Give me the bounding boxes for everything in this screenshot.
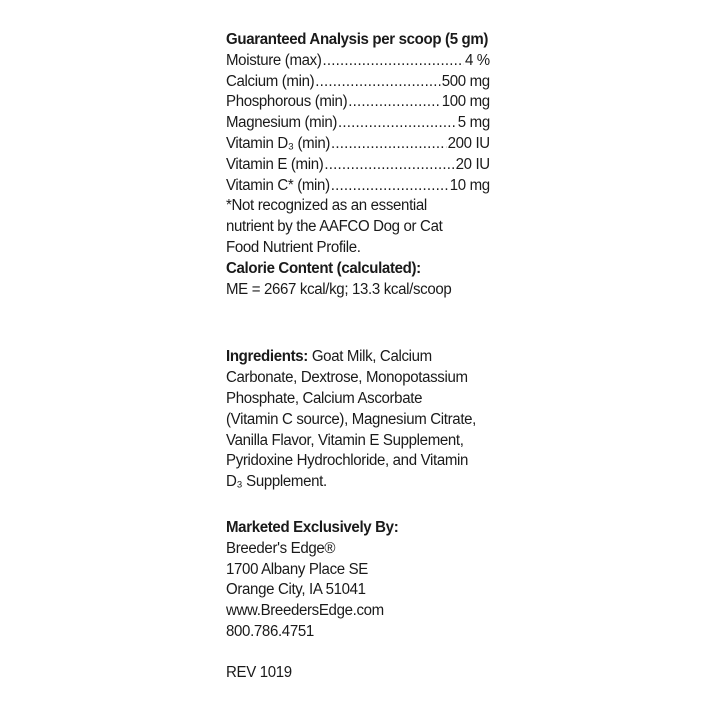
guaranteed-analysis-heading: Guaranteed Analysis per scoop (5 gm) [226, 31, 489, 48]
analysis-row-name: Calcium (min) [226, 72, 315, 90]
ingredients-line: (Vitamin C source), Magnesium Citrate, [226, 410, 477, 428]
product-label [226, 30, 490, 684]
analysis-row-value: 10 mg [449, 176, 490, 194]
company-name: Breeder's Edge® [226, 539, 336, 557]
analysis-row-magnesium [226, 113, 490, 134]
analysis-row-vitamin-c [226, 176, 490, 197]
footnote-line: nutrient by the AAFCO Dog or Cat [226, 218, 443, 236]
analysis-row-calcium [226, 72, 490, 93]
ingredients-line: Vanilla Flavor, Vitamin E Supplement, [226, 431, 464, 449]
ingredients-section [226, 347, 490, 493]
analysis-footnote [226, 196, 490, 258]
marketed-by-heading: Marketed Exclusively By: [226, 518, 399, 536]
address-line-2: Orange City, IA 51041 [226, 581, 366, 599]
analysis-row-name: Vitamin D₃ (min) [226, 134, 331, 152]
footnote-line: Food Nutrient Profile. [226, 238, 361, 256]
analysis-row-name: Vitamin E (min) [226, 155, 324, 173]
ingredients-line: D₃ Supplement. [226, 473, 327, 491]
section-spacer [226, 643, 490, 663]
calorie-content-heading: Calorie Content (calculated): [226, 259, 421, 277]
website-text: www.BreedersEdge.com [226, 602, 384, 620]
ingredients-text: Goat Milk, Calcium [307, 348, 432, 366]
dot-leader [324, 155, 454, 176]
analysis-row-name: Moisture (max) [226, 51, 322, 69]
ingredients-line-first [226, 347, 490, 368]
analysis-row-name: Magnesium (min) [226, 114, 338, 132]
analysis-row-value: 500 mg [441, 72, 490, 90]
dot-leader [315, 72, 440, 93]
analysis-row-value: 4 % [464, 51, 490, 69]
ingredients-heading: Ingredients: [226, 348, 308, 366]
dot-leader [338, 113, 457, 134]
ingredients-line: Pyridoxine Hydrochloride, and Vitamin [226, 452, 469, 470]
footnote-line: *Not recognized as an essential [226, 197, 427, 215]
analysis-row-name: Vitamin C* (min) [226, 176, 330, 194]
analysis-row-value: 5 mg [457, 114, 490, 132]
revision-code: REV 1019 [226, 663, 292, 681]
calorie-content-value: ME = 2667 kcal/kg; 13.3 kcal/scoop [226, 280, 452, 298]
dot-leader [331, 134, 447, 155]
marketer-section [226, 518, 490, 643]
analysis-table [226, 51, 490, 197]
analysis-row-phosphorous [226, 92, 490, 113]
section-spacer [226, 300, 490, 347]
section-spacer [226, 493, 490, 518]
analysis-row-vitamin-d3 [226, 134, 490, 155]
analysis-row-value: 20 IU [455, 155, 490, 173]
dot-leader [322, 51, 463, 72]
phone-number: 800.786.4751 [226, 622, 314, 640]
analysis-row-name: Phosphorous (min) [226, 93, 348, 111]
ingredients-line: Phosphate, Calcium Ascorbate [226, 389, 423, 407]
analysis-row-value: 200 IU [447, 134, 490, 152]
ingredients-line: Carbonate, Dextrose, Monopotassium [226, 369, 468, 387]
dot-leader [348, 92, 441, 113]
dot-leader [331, 176, 449, 197]
analysis-row-moisture [226, 51, 490, 72]
analysis-row-value: 100 mg [441, 93, 490, 111]
address-line-1: 1700 Albany Place SE [226, 560, 368, 578]
analysis-row-vitamin-e [226, 155, 490, 176]
